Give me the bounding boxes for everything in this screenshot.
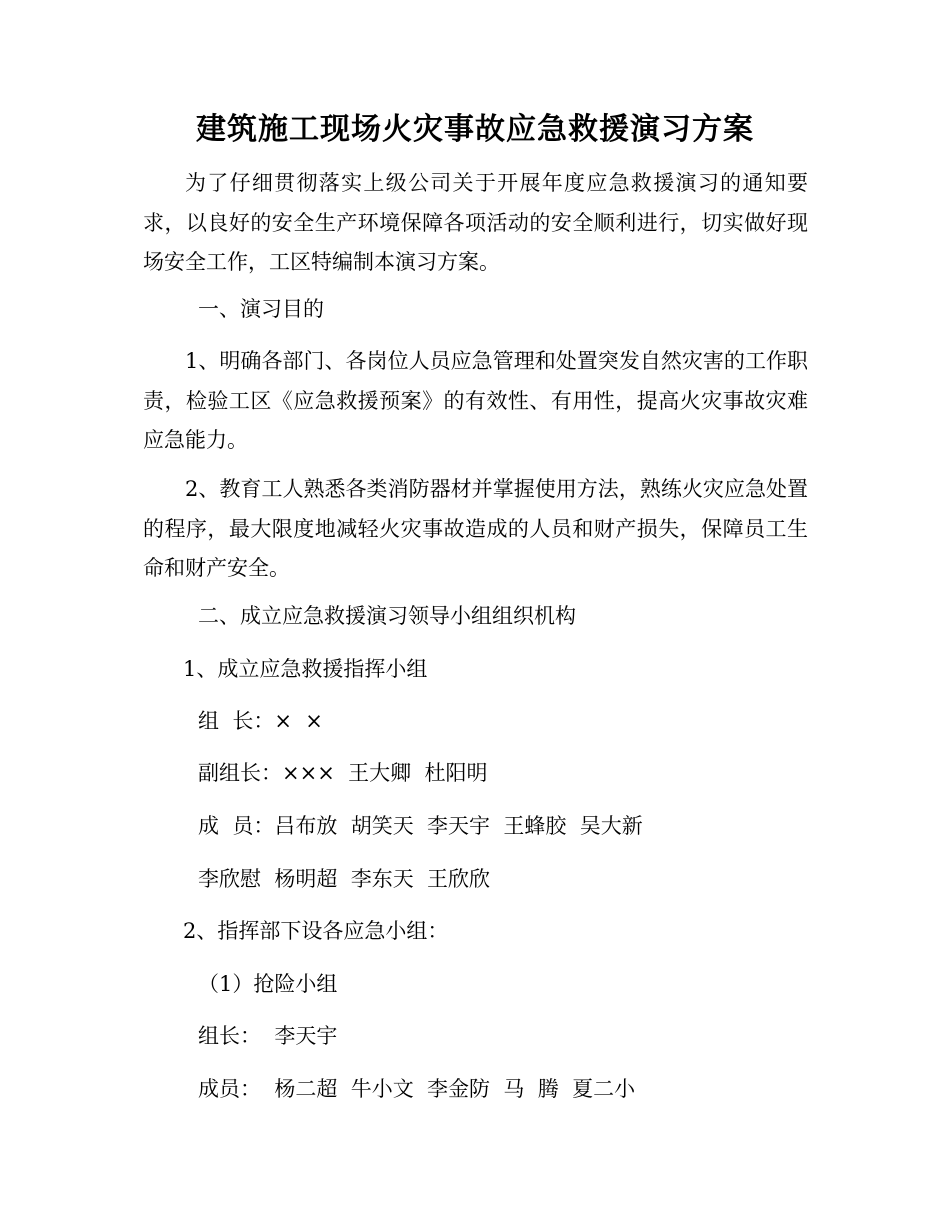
- group1-members: 成员： 杨二超 牛小文 李金防 马 腾 夏二小: [198, 1077, 636, 1101]
- members-line-2: 李欣慰 杨明超 李东天 王欣欣: [198, 867, 491, 891]
- section1-heading: 一、演习目的: [198, 297, 324, 321]
- group1-leader: 组长： 李天宇: [198, 1024, 338, 1048]
- section2-item2: 2、指挥部下设各应急小组：: [183, 919, 449, 943]
- section2-item1: 1、成立应急救援指挥小组: [183, 657, 428, 681]
- section2-heading: 二、成立应急救援演习领导小组组织机构: [198, 604, 576, 628]
- members-line-1: 成 员：吕布放 胡笑天 李天宇 王蜂胶 吴大新: [198, 814, 643, 838]
- deputy-leader-line: 副组长：××× 王大卿 杜阳明: [198, 761, 488, 785]
- section1-item2: 2、教育工人熟悉各类消防器材并掌握使用方法，熟练火灾应急处置的程序，最大限度地减轻火灾事故造成的人员和财产损失，保障员工生命和财产安全。: [143, 477, 808, 580]
- leader-line: 组 长：× ×: [198, 709, 323, 733]
- section1-item1: 1、明确各部门、各岗位人员应急管理和处置突发自然灾害的工作职责，检验工区《应急救援预案》的有效性、有用性，提高火灾事故灾难应急能力。: [143, 349, 808, 452]
- group1-heading: （1）抢险小组: [198, 972, 338, 996]
- document-title: 建筑施工现场火灾事故应急救援演习方案: [196, 112, 754, 147]
- intro-paragraph: 为了仔细贯彻落实上级公司关于开展年度应急救援演习的通知要求，以良好的安全生产环境保障各项活动的安全顺利进行，切实做好现场安全工作，工区特编制本演习方案。: [143, 171, 808, 274]
